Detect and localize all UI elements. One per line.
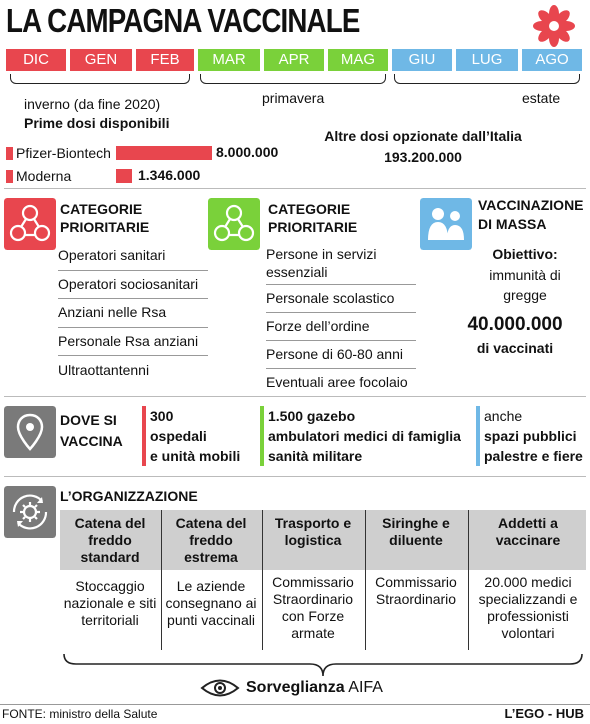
spring-bracket xyxy=(200,74,386,84)
org-col-2-head: Catena del freddo estrema xyxy=(175,515,247,565)
dose-value-moderna: 1.346.000 xyxy=(138,167,201,183)
month-gen: GEN xyxy=(70,49,132,71)
org-col-1-body: Stoccaggio nazionale e siti territoriali xyxy=(63,578,157,628)
divider xyxy=(4,188,586,189)
category-1-item: Operatori sanitari xyxy=(58,243,208,271)
where-line: 1.500 gazebo xyxy=(268,408,356,424)
month-apr: APR xyxy=(264,49,324,71)
dose-name-pfizer: Pfizer-Biontech xyxy=(16,145,111,161)
where-bar-green xyxy=(260,406,264,466)
category-2-item: Eventuali aree focolaio xyxy=(266,374,408,390)
org-col-4-body: Commissario Straordinario xyxy=(375,574,457,607)
month-ago: AGO xyxy=(522,49,582,71)
footer-source: FONTE: ministro della Salute xyxy=(2,707,158,721)
org-divider xyxy=(468,510,469,650)
summer-label: estate xyxy=(522,90,561,106)
footer-divider xyxy=(0,704,590,705)
month-lug: LUG xyxy=(456,49,518,71)
month-feb: FEB xyxy=(136,49,194,71)
where-bar-blue xyxy=(476,406,480,466)
category-1-item: Personale Rsa anziani xyxy=(58,328,208,356)
where-line: e unità mobili xyxy=(150,448,241,464)
gear-cycle-icon xyxy=(4,486,56,538)
dose-marker xyxy=(6,170,13,183)
where-line: 300 xyxy=(150,408,174,424)
page-title: LA CAMPAGNA VACCINALE xyxy=(6,2,360,39)
month-mag: MAG xyxy=(328,49,388,71)
location-pin-icon xyxy=(4,406,56,458)
category-2-item: Personale scolastico xyxy=(266,285,416,313)
first-doses-heading: Prime dosi disponibili xyxy=(24,115,170,131)
month-dic: DIC xyxy=(6,49,66,71)
where-line: anche xyxy=(484,408,523,424)
mass-goal-label: Obiettivo: xyxy=(492,246,558,262)
winter-label: inverno (da fine 2020) xyxy=(24,96,161,112)
crowd-icon xyxy=(420,198,472,250)
category-1-item: Ultraottantenni xyxy=(58,362,150,378)
people-network-icon xyxy=(208,198,260,250)
eye-icon xyxy=(200,677,240,699)
where-line: palestre e fiere xyxy=(484,448,583,464)
surveillance-brace xyxy=(60,652,586,680)
category-1-item: Operatori sociosanitari xyxy=(58,271,208,299)
surveillance-label xyxy=(246,679,383,697)
summer-bracket xyxy=(394,74,580,84)
footer-brand: L’EGO - HUB xyxy=(504,706,584,721)
category-2-title: CATEGORIE PRIORITARIE xyxy=(268,201,358,235)
where-line: sanità militare xyxy=(268,448,363,464)
category-2-item: Forze dell’ordine xyxy=(266,313,416,341)
divider xyxy=(4,396,586,397)
mass-number-label: di vaccinati xyxy=(476,340,554,356)
org-col-5-body: 20.000 medici specializzandi e professionisti volontari xyxy=(478,574,578,641)
spring-label: primavera xyxy=(262,90,325,106)
category-1-item: Anziani nelle Rsa xyxy=(58,299,208,328)
mass-title: VACCINAZIONE DI MASSA xyxy=(478,197,584,232)
other-doses-label: Altre dosi opzionate dall’Italia xyxy=(324,128,522,144)
dose-marker xyxy=(6,147,13,160)
org-col-3-body: Commissario Straordinario con Forze armate xyxy=(272,574,354,641)
divider xyxy=(4,476,586,477)
dose-name-moderna: Moderna xyxy=(16,168,72,184)
other-doses-value: 193.200.000 xyxy=(384,149,462,165)
surveillance-bold: Sorveglianza xyxy=(246,679,345,696)
surveillance-rest: AIFA xyxy=(348,679,383,696)
flower-logo-icon xyxy=(532,4,576,48)
org-col-1-head: Catena del freddo standard xyxy=(74,515,146,565)
where-bar-red xyxy=(142,406,146,466)
where-line: ambulatori medici di famiglia xyxy=(268,428,461,444)
org-col-3-head: Trasporto e logistica xyxy=(274,515,352,548)
dose-bar-moderna xyxy=(116,169,132,183)
org-col-4-head: Siringhe e diluente xyxy=(382,515,450,548)
winter-bracket xyxy=(10,74,190,84)
organization-title: L’ORGANIZZAZIONE xyxy=(60,488,198,504)
mass-number: 40.000.000 xyxy=(467,314,563,335)
dose-value-pfizer: 8.000.000 xyxy=(216,144,279,160)
people-network-icon xyxy=(4,198,56,250)
month-mar: MAR xyxy=(198,49,260,71)
where-line: ospedali xyxy=(150,428,207,444)
dose-bar-pfizer xyxy=(116,146,212,160)
mass-goal-text: immunità di gregge xyxy=(489,267,561,303)
where-line: spazi pubblici xyxy=(484,428,577,444)
category-1-title: CATEGORIE PRIORITARIE xyxy=(60,201,150,235)
category-2-item: Persone in servizi essenziali xyxy=(266,243,416,285)
org-col-2-body: Le aziende consegnano ai punti vaccinali xyxy=(165,578,257,628)
month-giu: GIU xyxy=(392,49,452,71)
category-2-item: Persone di 60-80 anni xyxy=(266,341,416,369)
org-col-5-head: Addetti a vaccinare xyxy=(495,515,561,548)
where-title: DOVE SI VACCINA xyxy=(60,412,123,449)
